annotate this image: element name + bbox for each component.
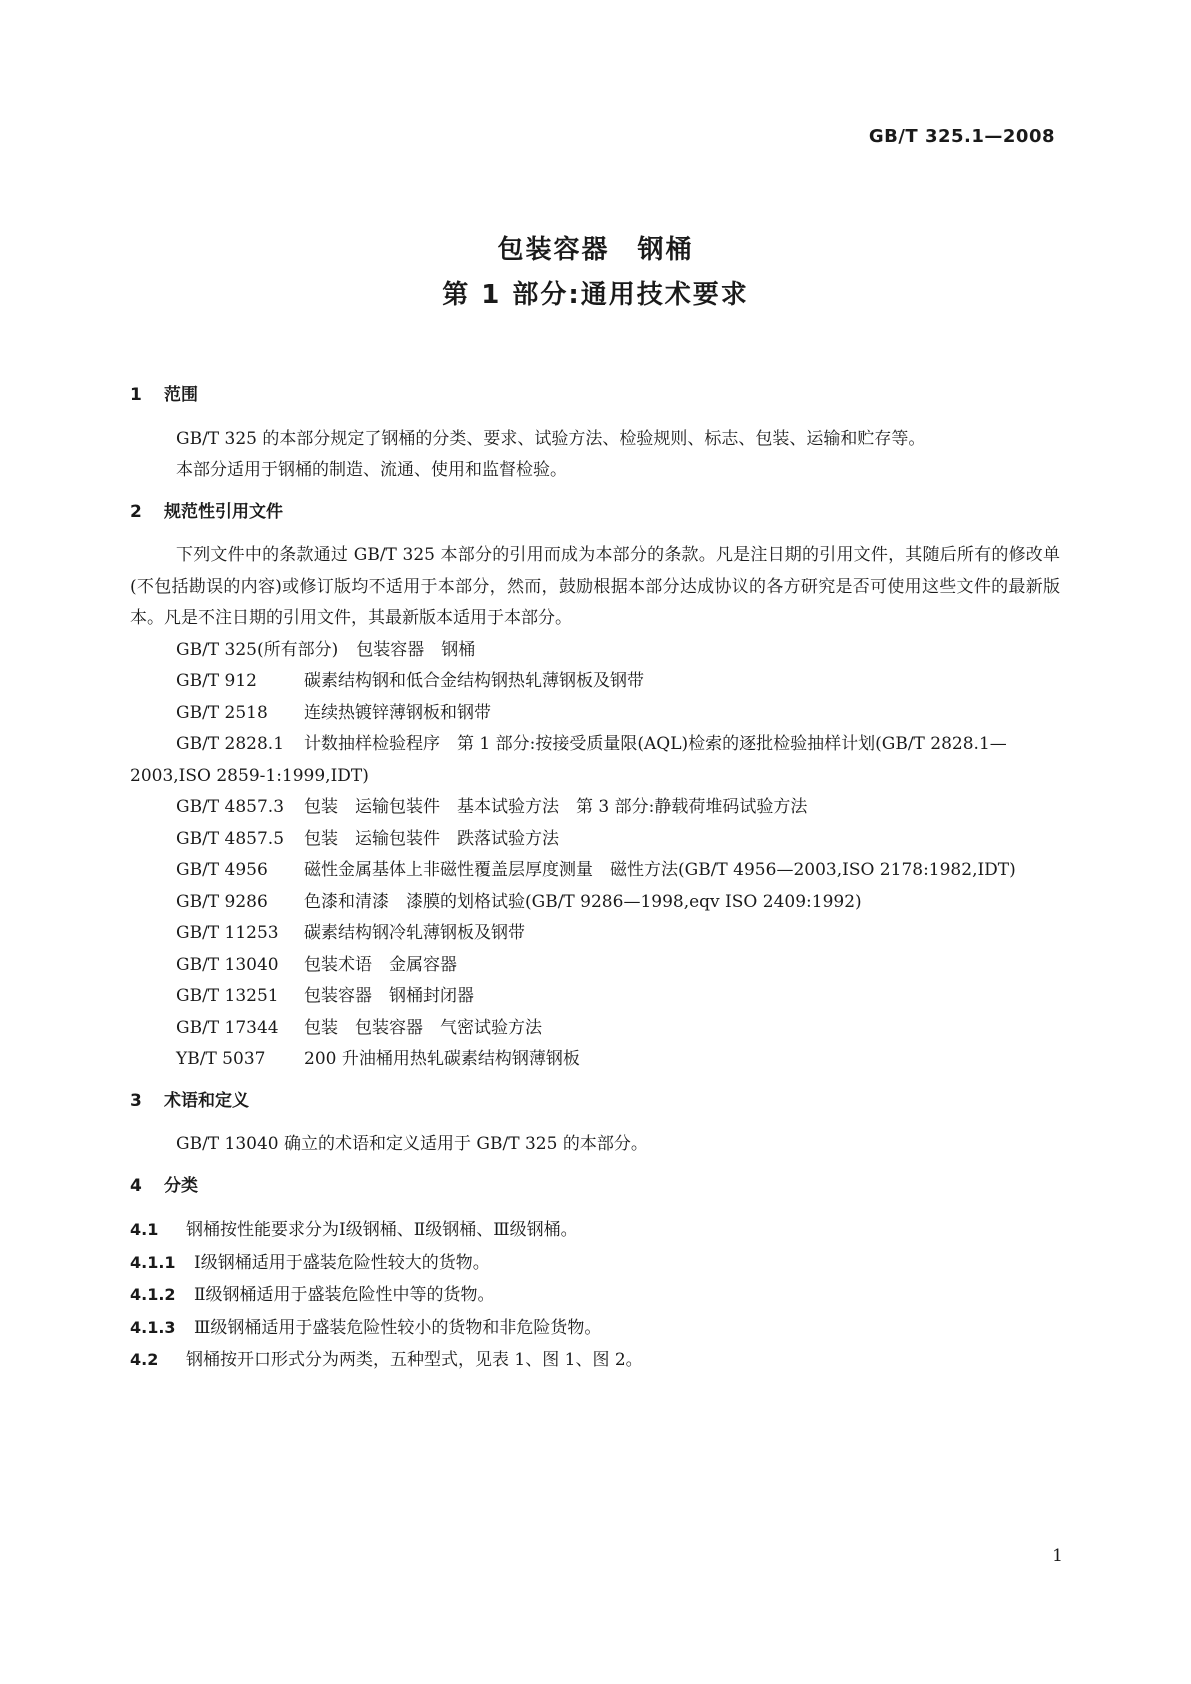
reference-item [130,824,1060,856]
reference-code: GB/T 4857.3 [176,797,285,817]
clause-number: 4.1.2 [130,1285,176,1304]
clause-number: 4.1 [130,1220,159,1239]
reference-item [130,1013,1060,1045]
section-number: 4 [130,1175,142,1196]
section-number: 1 [130,385,142,405]
terms-paragraph: GB/T 13040 确立的术语和定义适用于 GB/T 325 的本部分。 [176,1134,648,1154]
reference-code: GB/T 2828.1 [176,734,285,754]
reference-title: 碳素结构钢和低合金结构钢热轧薄钢板及钢带 [304,671,644,691]
reference-item [130,1044,1060,1076]
page-number: 1 [1052,1546,1063,1566]
clause-text: Ⅱ级钢桶适用于盛装危险性中等的货物。 [194,1285,495,1305]
clause-item [130,1247,1060,1280]
section-title: 范围 [164,385,198,405]
reference-item [130,635,1060,667]
scope-paragraph-1: GB/T 325 的本部分规定了钢桶的分类、要求、试验方法、检验规则、标志、包装、运输和贮存等。 [176,428,926,449]
reference-title: 包装 运输包装件 跌落试验方法 [304,828,559,849]
clause-number: 4.1.1 [130,1252,176,1272]
section-title: 分类 [164,1175,198,1196]
reference-code: GB/T 912 [176,671,257,691]
clause-text: Ⅰ级钢桶适用于盛装危险性较大的货物。 [194,1252,490,1273]
reference-title: 磁性金属基体上非磁性覆盖层厚度测量 磁性方法(GB/T 4956—2003,ISO 2178:1982,IDT) [304,860,1016,880]
reference-item [130,666,1060,698]
section-heading-normative-references [130,497,1060,529]
clause-text: 钢桶按开口形式分为两类，五种型式，见表 1、图 1、图 2。 [186,1350,643,1370]
reference-code: GB/T 2518 [176,702,268,723]
section-title: 规范性引用文件 [164,501,283,522]
reference-item [130,981,1060,1013]
reference-item [130,855,1060,887]
clause-text: Ⅲ级钢桶适用于盛装危险性较小的货物和非危险货物。 [194,1317,602,1338]
reference-title: 包装术语 金属容器 [304,954,457,975]
reference-code: YB/T 5037 [176,1049,266,1069]
document-body [130,370,1060,1377]
clause-number: 4.2 [130,1350,159,1369]
clause-item [130,1312,1060,1345]
reference-code: GB/T 13040 [176,954,279,975]
reference-code: GB/T 325(所有部分) [176,639,339,660]
reference-title: 包装容器 钢桶封闭器 [304,986,474,1006]
reference-code: GB/T 17344 [176,1017,279,1038]
section-number: 3 [130,1090,142,1111]
section-heading-terms [130,1086,1060,1118]
clause-text: 钢桶按性能要求分为Ⅰ级钢桶、Ⅱ级钢桶、Ⅲ级钢桶。 [186,1220,578,1240]
reference-code: GB/T 4956 [176,860,268,880]
reference-title: 包装 运输包装件 基本试验方法 第 3 部分:静载荷堆码试验方法 [304,797,808,817]
reference-code: GB/T 4857.5 [176,828,285,849]
scope-paragraph-2: 本部分适用于钢桶的制造、流通、使用和监督检验。 [176,460,567,480]
reference-title: 200 升油桶用热轧碳素结构钢薄钢板 [304,1049,580,1069]
reference-item [130,887,1060,919]
clause-item [130,1279,1060,1312]
reference-item [130,698,1060,730]
section-number: 2 [130,501,142,522]
reference-code: GB/T 11253 [176,923,279,943]
document-subtitle: 第 1 部分:通用技术要求 [442,280,749,310]
standard-code: GB/T 325.1—2008 [868,126,1055,147]
reference-item [130,918,1060,950]
reference-item [130,950,1060,982]
reference-item [130,792,1060,824]
reference-title: 连续热镀锌薄钢板和钢带 [304,702,491,723]
reference-title: 包装容器 钢桶 [356,639,476,660]
reference-title: 色漆和清漆 漆膜的划格试验(GB/T 9286—1998,eqv ISO 2409:1992) [304,891,862,912]
section-heading-classification [130,1171,1060,1203]
reference-code: GB/T 9286 [176,891,268,912]
reference-title: 计数抽样检验程序 第 1 部分:按接受质量限(AQL)检索的逐批检验抽样计划(GB/T 2828.1—2003,ISO 2859-1:1999,IDT) [130,734,1007,786]
document-title: 包装容器 钢桶 [497,235,694,265]
section-title: 术语和定义 [164,1090,249,1111]
reference-code: GB/T 13251 [176,986,279,1006]
references-intro: 下列文件中的条款通过 GB/T 325 本部分的引用而成为本部分的条款。凡是注日期的引用文件，其随后所有的修改单(不包括勘误的内容)或修订版均不适用于本部分，然而，鼓励根据本部分达成协议的各方研究是否可使用这些文件的最新版本。凡是不注日期的引用文件，其最新版本适用于本部分。 [130,545,1060,628]
section-heading-scope [130,380,1060,412]
reference-title: 包装 包装容器 气密试验方法 [304,1017,542,1038]
reference-item [130,729,1060,792]
clause-number: 4.1.3 [130,1317,176,1337]
clause-item [130,1214,1060,1247]
reference-title: 碳素结构钢冷轧薄钢板及钢带 [304,923,525,943]
clause-item [130,1344,1060,1377]
